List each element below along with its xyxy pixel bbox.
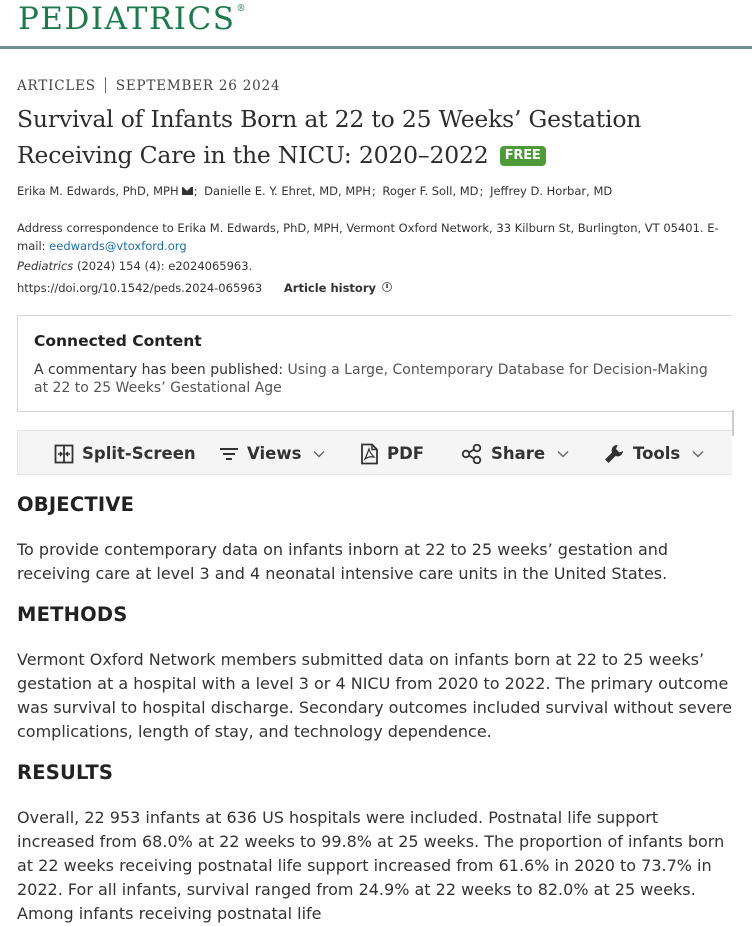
author-1[interactable]: Erika M. Edwards, PhD, MPH — [17, 184, 179, 198]
split-screen-icon — [54, 444, 74, 464]
citation — [17, 259, 252, 273]
tools-label: Tools — [633, 444, 681, 463]
connected-content-text — [34, 361, 724, 397]
connected-content-heading: Connected Content — [34, 332, 202, 350]
share-icon — [461, 444, 483, 464]
objective-text: To provide contemporary data on infants inborn at 22 to 25 weeks’ gestation and receiving care at level 3 and 4 neonatal intensive care units in the United States. — [17, 540, 669, 583]
author-3[interactable]: Roger F. Soll, MD — [382, 184, 479, 198]
free-badge: FREE — [500, 146, 546, 166]
wrench-icon — [603, 443, 625, 465]
share-dropdown[interactable] — [461, 431, 569, 476]
author-4[interactable]: Jeffrey D. Horbar, MD — [490, 184, 613, 198]
chevron-down-icon — [557, 450, 569, 458]
views-label: Views — [247, 444, 302, 463]
filter-icon — [219, 446, 239, 462]
article-title — [17, 101, 732, 173]
correspondence-address — [17, 219, 732, 255]
article-meta — [17, 77, 280, 94]
methods-text: Vermont Oxford Network members submitted data on infants born at 22 to 25 weeks’ gestation at a hospital with a level 3 or 4 NICU from 2020 to 2022. The primary outcome was survival to hospital discharge. Secondary outcomes included survival without severe complications, length of stay, and technology dependence. — [17, 650, 733, 741]
mail-icon[interactable] — [182, 187, 193, 195]
pdf-icon — [359, 443, 379, 465]
pdf-button[interactable] — [359, 431, 424, 476]
split-screen-button[interactable] — [54, 431, 196, 476]
commentary-prefix: A commentary has been published: — [34, 362, 288, 378]
pdf-label: PDF — [387, 444, 425, 463]
connected-content-box — [17, 315, 732, 412]
citation-journal: Pediatrics — [17, 259, 74, 273]
meta-divider — [105, 77, 106, 93]
author-2[interactable]: Danielle E. Y. Ehret, MD, MPH — [204, 184, 371, 198]
email-link[interactable]: eedwards@vtoxford.org — [49, 239, 187, 253]
journal-logo[interactable]: PEDIATRICS® — [18, 1, 246, 37]
address-text: Address correspondence to Erika M. Edwards, PhD, MPH, Vermont Oxford Network, 33 Kilburn St, Burlington, VT 05401. E-mail: — [17, 221, 719, 253]
box-edge — [732, 410, 734, 436]
article-title-text: Survival of Infants Born at 22 to 25 Weeks’ Gestation Receiving Care in the NICU: 2020–2022 — [17, 105, 642, 169]
commentary-link[interactable]: Using a Large, Contemporary Database for Decision-Making at 22 to 25 Weeks’ Gestational Age — [34, 362, 708, 396]
clock-icon[interactable] — [382, 282, 392, 292]
article-type[interactable]: ARTICLES — [17, 78, 96, 94]
tools-dropdown[interactable] — [603, 431, 704, 476]
views-dropdown[interactable] — [219, 431, 325, 476]
article-date: SEPTEMBER 26 2024 — [115, 78, 281, 94]
citation-details: (2024) 154 (4): e2024065963. — [76, 259, 253, 273]
results-heading: RESULTS — [17, 761, 114, 784]
objective-heading: OBJECTIVE — [17, 493, 135, 516]
results-text: Overall, 22 953 infants at 636 US hospitals were included. Postnatal life support increased from 68.0% at 22 weeks to 99.8% at 25 weeks. The proportion of infants born at 22 weeks receiving postnatal life support increased from 61.6% in 2020 to 73.7% in 2022. For all infants, survival ranged from 24.9% at 22 weeks to 82.0% at 25 weeks. Among infants receiving postnatal life — [17, 808, 725, 923]
author-list: Erika M. Edwards, PhD, MPH ; Danielle E. Y. Ehret, MD, MPH; Roger F. Soll, MD; Jeffrey D. Horbar, MD — [17, 184, 613, 198]
article-toolbar — [17, 430, 732, 475]
doi-row — [17, 281, 392, 295]
site-header — [0, 0, 752, 49]
methods-heading: METHODS — [17, 603, 128, 626]
chevron-down-icon — [692, 450, 704, 458]
article-history-button[interactable]: Article history — [283, 281, 376, 295]
doi-link[interactable]: https://doi.org/10.1542/peds.2024-065963 — [17, 281, 263, 295]
chevron-down-icon — [313, 450, 325, 458]
share-label: Share — [491, 444, 546, 463]
split-screen-label: Split-Screen — [82, 444, 196, 463]
